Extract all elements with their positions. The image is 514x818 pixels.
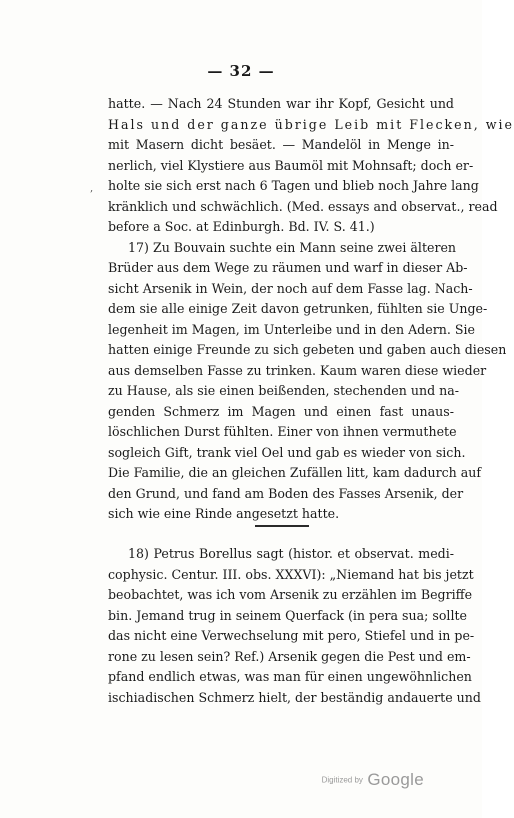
text-line: sicht Arsenik in Wein, der noch auf dem Fasse lag. Nach- [108, 280, 473, 296]
text-line: cophysic. Centur. III. obs. XXXVI): „Niemand hat bis jetzt [108, 566, 474, 582]
digitized-watermark [322, 770, 424, 790]
digitized-by-label: Digitized by [321, 775, 363, 785]
text-line: sogleich Gift, trank viel Oel und gab es wieder von sich. [108, 444, 466, 460]
text-line: 17) Zu Bouvain suchte ein Mann seine zwei älteren [128, 239, 457, 255]
text-line: bin. Jemand trug in seinem Querfack (in pera sua; sollte [108, 607, 467, 623]
text-line: legenheit im Magen, im Unterleibe und in den Adern. Sie [108, 321, 475, 337]
text-line: holte sie sich erst nach 6 Tagen und blieb noch Jahre lang [108, 178, 479, 193]
google-logo: Google [367, 770, 424, 789]
text-line: aus demselben Fasse zu trinken. Kaum waren diese wieder [108, 362, 487, 378]
text-block-lower [108, 544, 481, 708]
text-line: nerlich, viel Klystiere aus Baumöl mit Mohnsaft; doch er- [108, 157, 474, 173]
text-line: Hals und der ganze übrige Leib mit Flecken, wie [108, 116, 514, 132]
text-line: sich wie eine Rinde angesetzt hatte. [108, 506, 340, 521]
text-line: löschlichen Durst fühlten. Einer von ihnen vermuthete [108, 424, 457, 439]
text-line: zu Hause, als sie einen beißenden, stechenden und na- [108, 383, 460, 398]
text-line: ischiadischen Schmerz hielt, der beständig andauerte und [108, 689, 481, 705]
text-line: den Grund, und fand am Boden des Fasses Arsenik, der [108, 485, 464, 501]
text-line: dem sie alle einige Zeit davon getrunken, fühlten sie Unge- [108, 301, 488, 316]
text-line: before a Soc. at Edinburgh. Bd. IV. S. 41.) [108, 219, 375, 234]
margin-mark: , [90, 183, 94, 194]
section-divider [255, 525, 309, 527]
text-line: hatte. — Nach 24 Stunden war ihr Kopf, Gesicht und [108, 96, 454, 111]
text-line: 18) Petrus Borellus sagt (histor. et observat. medi- [128, 546, 454, 561]
text-line: Brüder aus dem Wege zu räumen und warf in dieser Ab- [108, 260, 468, 275]
text-line: hatten einige Freunde zu sich gebeten und gaben auch diesen [108, 342, 507, 357]
text-line: Die Familie, die an gleichen Zufällen litt, kam dadurch auf [108, 465, 482, 480]
page-number: — 32 — [207, 62, 275, 80]
text-line: rone zu lesen sein? Ref.) Arsenik gegen die Pest und em- [108, 648, 471, 664]
text-line: beobachtet, was ich vom Arsenik zu erzählen im Begriffe [108, 587, 473, 602]
text-line: mit Masern dicht besäet. — Mandelöl in Menge in- [108, 137, 454, 152]
text-line: pfand endlich etwas, was man für einen ungewöhnlichen [108, 669, 472, 684]
text-line: genden Schmerz im Magen und einen fast unaus- [108, 403, 454, 419]
text-line: kränklich und schwächlich. (Med. essays and observat., read [108, 198, 498, 214]
text-block-upper [108, 94, 514, 525]
text-line: das nicht eine Verwechselung mit pero, Stiefel und in pe- [108, 628, 475, 643]
